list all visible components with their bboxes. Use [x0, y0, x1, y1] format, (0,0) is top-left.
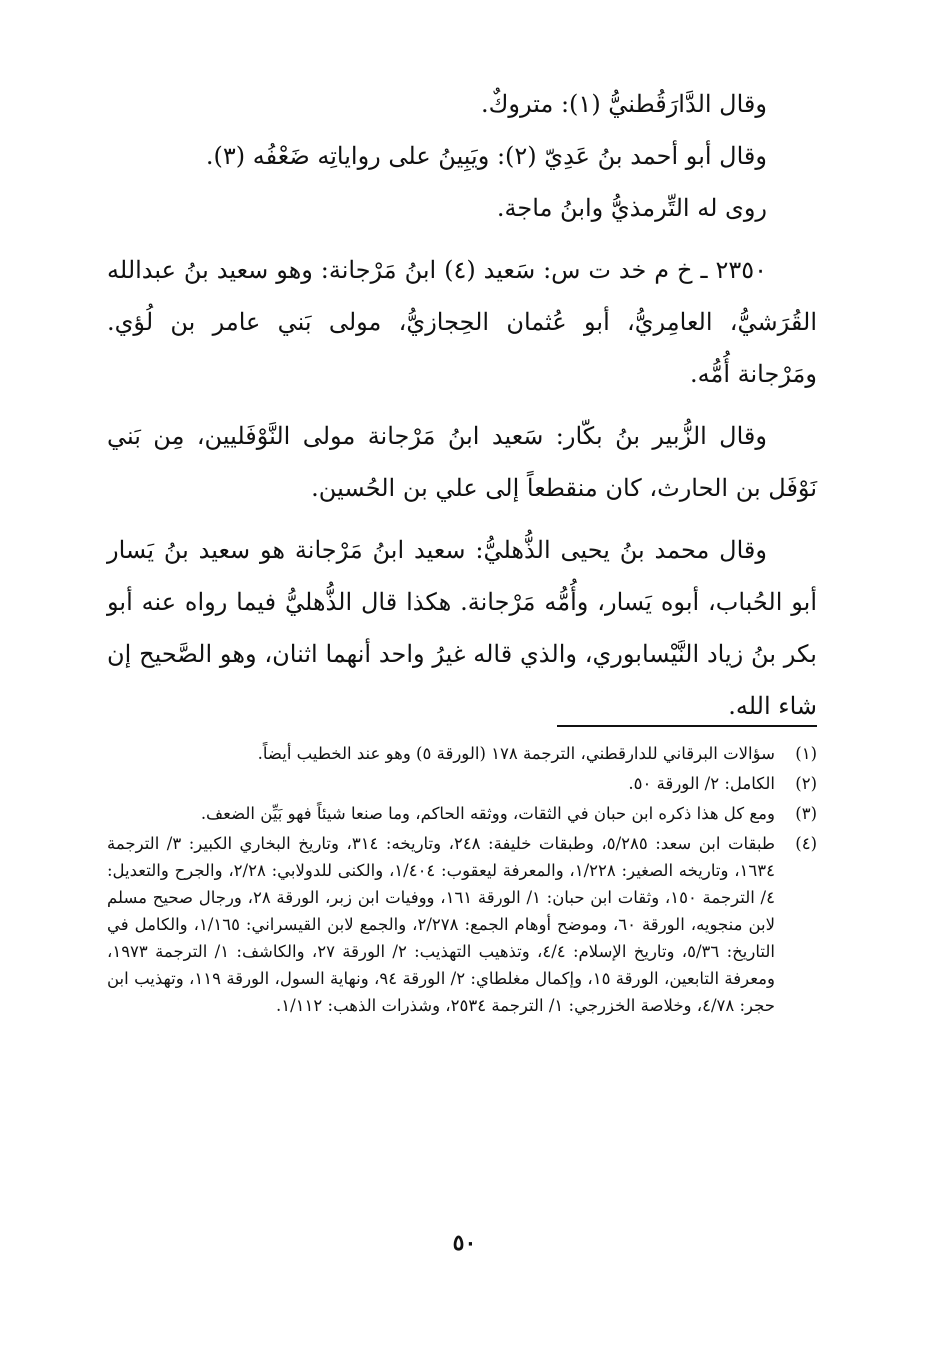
- footnote-item: [107, 830, 817, 1019]
- footnote-number: (١): [795, 744, 817, 763]
- footnote-number: (٤): [795, 834, 817, 853]
- footnote-text: طبقات ابن سعد: ٥/٢٨٥، وطبقات خليفة: ٢٤٨، وتاريخه: ٣١٤، وتاريخ البخاري الكبير: ٣/ الترجمة ١٦٣٤، وتاريخه الصغير: ١/٢٢٨، والمعرفة ليعقوب: ١/٤٠٤، والكنى للدولابي: ٢/٢٨، والجرح والتعديل: ٤/ الترجمة ١٥٠، وثقات ابن حبان: ١/ الورقة ١٦١، ووفيات ابن زبر، الورقة ٢٨، ورجال صحيح مسلم لابن منجويه، الورقة ٦٠، وموضح أوهام الجمع: ٢/٢٧٨، والجمع لابن القيسراني: ١/١٦٥، والكامل في التاريخ: ٥/٣٦، وتاريخ الإسلام: ٤/٤، وتذهيب التهذيب: ٢/ الورقة ٢٧، والكاشف: ١/ الترجمة ١٩٧٣، ومعرفة التابعين، الورقة ١٥، وإكمال مغلطاي: ٢/ الورقة ٩٤، ونهاية السول، الورقة ١١٩، وتهذيب ابن حجر: ٤/٧٨، وخلاصة الخزرجي: ١/ الترجمة ٢٥٣٤، وشذرات الذهب: ١/١١٢.: [107, 834, 776, 1015]
- footnote-item: [107, 800, 817, 827]
- footnote-number: (٣): [795, 804, 817, 823]
- paragraph-daraqutni: وقال الدَّارَقُطنيُّ (١): متروكٌ.: [481, 90, 767, 118]
- footnote-text: سؤالات البرقاني للدارقطني، الترجمة ١٧٨ (الورقة ٥) وهو عند الخطيب أيضاً.: [257, 744, 775, 763]
- paragraph-narrators: روى له التِّرمذيُّ وابنُ ماجة.: [496, 194, 767, 222]
- section-gap: [107, 514, 817, 524]
- paragraph-dhuhli: وقال محمد بنُ يحيى الذُّهليُّ: سعيد ابنُ مَرْجانة هو سعيد بنُ يَسار أبو الحُباب، أبوه يَسار، وأُمُّه مَرْجانة. هكذا قال الذُّهليُّ فيما رواه عنه أبو بكر بنُ زياد النَّيْسابوري، والذي قاله غيرُ واحد أنهما اثنان، وهو الصَّحيح إن شاء الله.: [107, 536, 817, 720]
- footnote-text: ومع كل هذا ذكره ابن حبان في الثقات، ووثقه الحاكم، وما صنعا شيئاً فهو بَيِّن الضعف.: [200, 804, 775, 823]
- footnote-number: (٢): [795, 774, 817, 793]
- footnote-text: الكامل: ٢/ الورقة ٥٠.: [628, 774, 775, 793]
- entry-2350-heading: ٢٣٥٠ ـ خ م خد ت س: سَعيد (٤) ابنُ مَرْجانة: وهو سعيد بنُ عبدالله القُرَشيُّ، العامِريُّ، أبو عُثمان الحِجازيُّ، مولى بَني عامر بن لُؤي. ومَرْجانة أُمُّه.: [107, 256, 818, 388]
- page-number: ٥٠: [452, 1230, 477, 1256]
- section-gap: [107, 234, 817, 244]
- paragraph-ibn-adi: وقال أبو أحمد بنُ عَدِيّ (٢): ويَبِينُ على رواياتِه ضَعْفُه (٣).: [205, 142, 767, 170]
- footnote-separator: [557, 725, 817, 727]
- footnote-item: [107, 740, 817, 767]
- paragraph-zubair: وقال الزُّبير بنُ بكّار: سَعيد ابنُ مَرْجانة مولى النَّوْفَليين، مِن بَني نَوْفَل بن الحارث، كان منقطعاً إلى علي بن الحُسين.: [107, 422, 817, 502]
- footnote-item: [107, 770, 817, 797]
- main-text: [107, 78, 817, 732]
- section-gap: [107, 400, 817, 410]
- footnotes: [107, 740, 817, 1022]
